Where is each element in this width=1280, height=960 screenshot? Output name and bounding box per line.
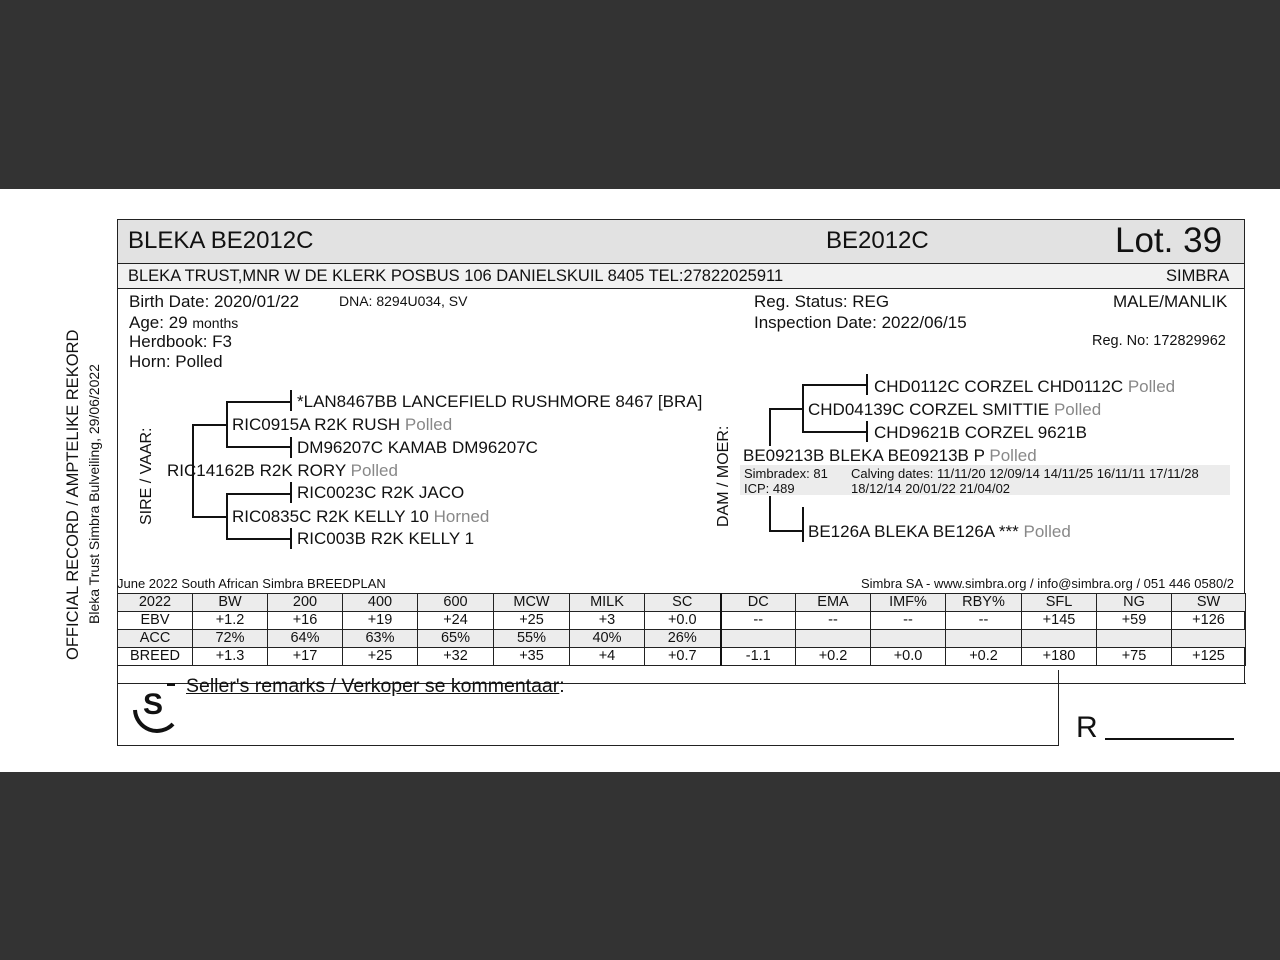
ebv-cell: MILK	[570, 594, 645, 612]
ds-horn: Polled	[1053, 400, 1102, 419]
ebv-cell: +4	[570, 648, 645, 666]
logo-letter: S	[143, 688, 164, 721]
sd-branch-top	[226, 493, 290, 495]
ebv-cell	[871, 630, 946, 648]
ds-label: CHD04139C CORZEL SMITTIE	[808, 400, 1050, 419]
sale-name-label: Bleka Trust Simbra Bulveiling, 29/06/2022	[86, 364, 102, 624]
ebv-cell: MCW	[494, 594, 570, 612]
ebv-cell: +0.2	[946, 648, 1022, 666]
price-line	[1105, 738, 1234, 740]
ebv-cell: 72%	[193, 630, 268, 648]
sdd-name: RIC003B R2K KELLY 1	[297, 529, 475, 548]
ebv-cell: --	[946, 612, 1022, 630]
dd-horn: Polled	[1023, 522, 1071, 541]
sex: MALE/MANLIK	[1113, 292, 1228, 311]
ebv-cell: +32	[418, 648, 494, 666]
ebv-cell: 600	[418, 594, 494, 612]
animal-id: BE2012C	[826, 227, 929, 254]
ebv-cell: --	[796, 612, 871, 630]
ebv-cell: 400	[343, 594, 418, 612]
ebv-cell	[1097, 630, 1172, 648]
ebv-cell: +75	[1097, 648, 1172, 666]
ebv-cell: 55%	[494, 630, 570, 648]
sd-horn: Horned	[433, 507, 490, 526]
ebv-cell	[721, 630, 796, 648]
dss-tick	[866, 374, 868, 395]
ebv-cell: --	[721, 612, 796, 630]
ebv-cell: 26%	[645, 630, 721, 648]
sellers-remarks	[186, 675, 565, 698]
ebv-cell: DC	[721, 594, 796, 612]
ebv-cell: IMF%	[871, 594, 946, 612]
ebv-cell: SC	[645, 594, 721, 612]
simbra-logo	[125, 676, 181, 736]
sd-label: RIC0835C R2K KELLY 10	[232, 507, 429, 526]
ebv-cell: +25	[343, 648, 418, 666]
sss-name: *LAN8467BB LANCEFIELD RUSHMORE 8467 [BRA]	[297, 392, 703, 411]
ebv-values-row	[118, 612, 1246, 630]
ebv-cell: +180	[1022, 648, 1097, 666]
ebv-cell: EBV	[118, 612, 193, 630]
sd-bracket	[226, 493, 228, 539]
ebv-cell: +16	[268, 612, 343, 630]
calving-dates-cont: 18/12/14 20/01/22 21/04/02	[851, 481, 1011, 496]
dss-label: CHD0112C CORZEL CHD0112C	[874, 377, 1124, 396]
animal-name: BLEKA BE2012C	[128, 227, 314, 254]
ebv-cell: +1.3	[193, 648, 268, 666]
age-unit: months	[192, 315, 239, 331]
ebv-cell: +35	[494, 648, 570, 666]
ebv-cell: SFL	[1022, 594, 1097, 612]
ss-branch-bottom	[226, 446, 290, 448]
dss-horn: Polled	[1127, 377, 1176, 396]
association-contact: Simbra SA - www.simbra.org / info@simbra.org / 051 446 0580/2	[861, 576, 1235, 591]
ds-branch	[769, 408, 802, 410]
sellers-remarks-label: Seller's remarks / Verkoper se kommentaar	[186, 675, 560, 697]
sire-branch-bottom	[192, 516, 226, 518]
sire-horn: Polled	[350, 461, 398, 480]
lot-number: Lot. 39	[1115, 221, 1223, 260]
ds-bracket	[802, 384, 804, 432]
ebv-cell: 64%	[268, 630, 343, 648]
ebv-cell: ACC	[118, 630, 193, 648]
dd-branch	[769, 530, 802, 532]
ebv-cell: +59	[1097, 612, 1172, 630]
ebv-cell: +3	[570, 612, 645, 630]
reg-status: Reg. Status: REG	[754, 292, 890, 311]
ebv-cell: SW	[1172, 594, 1246, 612]
ebv-cell: BW	[193, 594, 268, 612]
ebv-cell: +19	[343, 612, 418, 630]
dss-name	[874, 377, 1175, 397]
ebv-cell: 40%	[570, 630, 645, 648]
ebv-cell: +125	[1172, 648, 1246, 666]
dsd-branch	[802, 431, 866, 433]
ssd-tick	[290, 437, 292, 458]
sire-branch-top	[192, 424, 226, 426]
simbradex: Simbradex: 81	[744, 466, 828, 481]
dsd-name: CHD9621B CORZEL 9621B	[874, 423, 1087, 442]
ebv-cell: -1.1	[721, 648, 796, 666]
sd-branch-bottom	[226, 538, 290, 540]
ebv-cell: +0.0	[871, 648, 946, 666]
dam-upper-bracket	[769, 408, 771, 446]
ebv-cell: 200	[268, 594, 343, 612]
calving-dates: Calving dates: 11/11/20 12/09/14 14/11/25 16/11/11 17/11/28	[851, 466, 1199, 481]
sire-label-text: RIC14162B R2K RORY	[167, 461, 346, 480]
inspection-date: Inspection Date: 2022/06/15	[754, 313, 967, 332]
ebv-cell	[946, 630, 1022, 648]
ebv-cell: +0.2	[796, 648, 871, 666]
herdbook: Herdbook: F3	[129, 332, 232, 351]
ebv-cell: EMA	[796, 594, 871, 612]
breedplan-source: June 2022 South African Simbra BREEDPLAN	[117, 576, 386, 591]
dss-branch	[802, 384, 866, 386]
dna-info: DNA: 8294U034, SV	[339, 293, 468, 309]
horn-status: Horn: Polled	[129, 352, 223, 371]
age-value: Age: 29	[129, 313, 188, 332]
ebv-cell: +145	[1022, 612, 1097, 630]
ebv-cell: +0.0	[645, 612, 721, 630]
age	[129, 313, 238, 333]
ebv-cell	[1172, 630, 1246, 648]
ebv-cell: BREED	[118, 648, 193, 666]
ebv-cell: 65%	[418, 630, 494, 648]
dam-label-text: BE09213B BLEKA BE09213B P	[743, 446, 985, 465]
ebv-cell: RBY%	[946, 594, 1022, 612]
reg-number: Reg. No: 172829962	[1092, 333, 1226, 349]
ebv-cell: NG	[1097, 594, 1172, 612]
ebv-cell: +0.7	[645, 648, 721, 666]
owner-address: BLEKA TRUST,MNR W DE KLERK POSBUS 106 DANIELSKUIL 8405 TEL:27822025911	[128, 267, 784, 285]
sss-tick	[290, 390, 292, 411]
sire-label: SIRE / VAAR:	[138, 427, 155, 525]
sire-name	[167, 461, 398, 481]
official-record-label: OFFICIAL RECORD / AMPTELIKE REKORD	[64, 329, 82, 660]
dd-label: BE126A BLEKA BE126A ***	[808, 522, 1019, 541]
dam-lower-bracket	[769, 496, 771, 531]
breed-average-row	[118, 648, 1246, 666]
ebv-cell	[1022, 630, 1097, 648]
price-label: R	[1076, 711, 1098, 744]
ebv-cell: +1.2	[193, 612, 268, 630]
dsd-tick	[866, 421, 868, 442]
ss-branch-top	[226, 401, 290, 403]
ebv-cell: --	[871, 612, 946, 630]
ebv-cell: +25	[494, 612, 570, 630]
dam-label: DAM / MOER:	[715, 425, 732, 527]
sdd-tick	[290, 528, 292, 549]
birth-date: Birth Date: 2020/01/22	[129, 292, 300, 311]
breed-name: SIMBRA	[1166, 267, 1230, 285]
sds-name: RIC0023C R2K JACO	[297, 483, 465, 502]
ebv-header-row	[118, 594, 1246, 612]
ss-name	[232, 415, 452, 435]
ss-label: RIC0915A R2K RUSH	[232, 415, 401, 434]
ss-bracket	[226, 401, 228, 447]
dam-horn: Polled	[989, 446, 1037, 465]
ebv-cell: +17	[268, 648, 343, 666]
ssd-name: DM96207C KAMAB DM96207C	[297, 438, 538, 457]
sellers-remarks-colon: :	[559, 675, 565, 697]
dd-name	[808, 522, 1071, 542]
ss-horn: Polled	[404, 415, 453, 434]
dam-name	[743, 446, 1037, 466]
ebv-cell	[796, 630, 871, 648]
ds-name	[808, 400, 1101, 420]
sd-name	[232, 507, 489, 527]
ebv-cell: +126	[1172, 612, 1246, 630]
ebv-cell: 63%	[343, 630, 418, 648]
accuracy-row	[118, 630, 1246, 648]
dd-bracket	[802, 507, 804, 542]
sds-tick	[290, 482, 292, 503]
icp: ICP: 489	[744, 481, 795, 496]
ebv-cell: +24	[418, 612, 494, 630]
ebv-cell: 2022	[118, 594, 193, 612]
ebv-table	[117, 593, 1246, 666]
